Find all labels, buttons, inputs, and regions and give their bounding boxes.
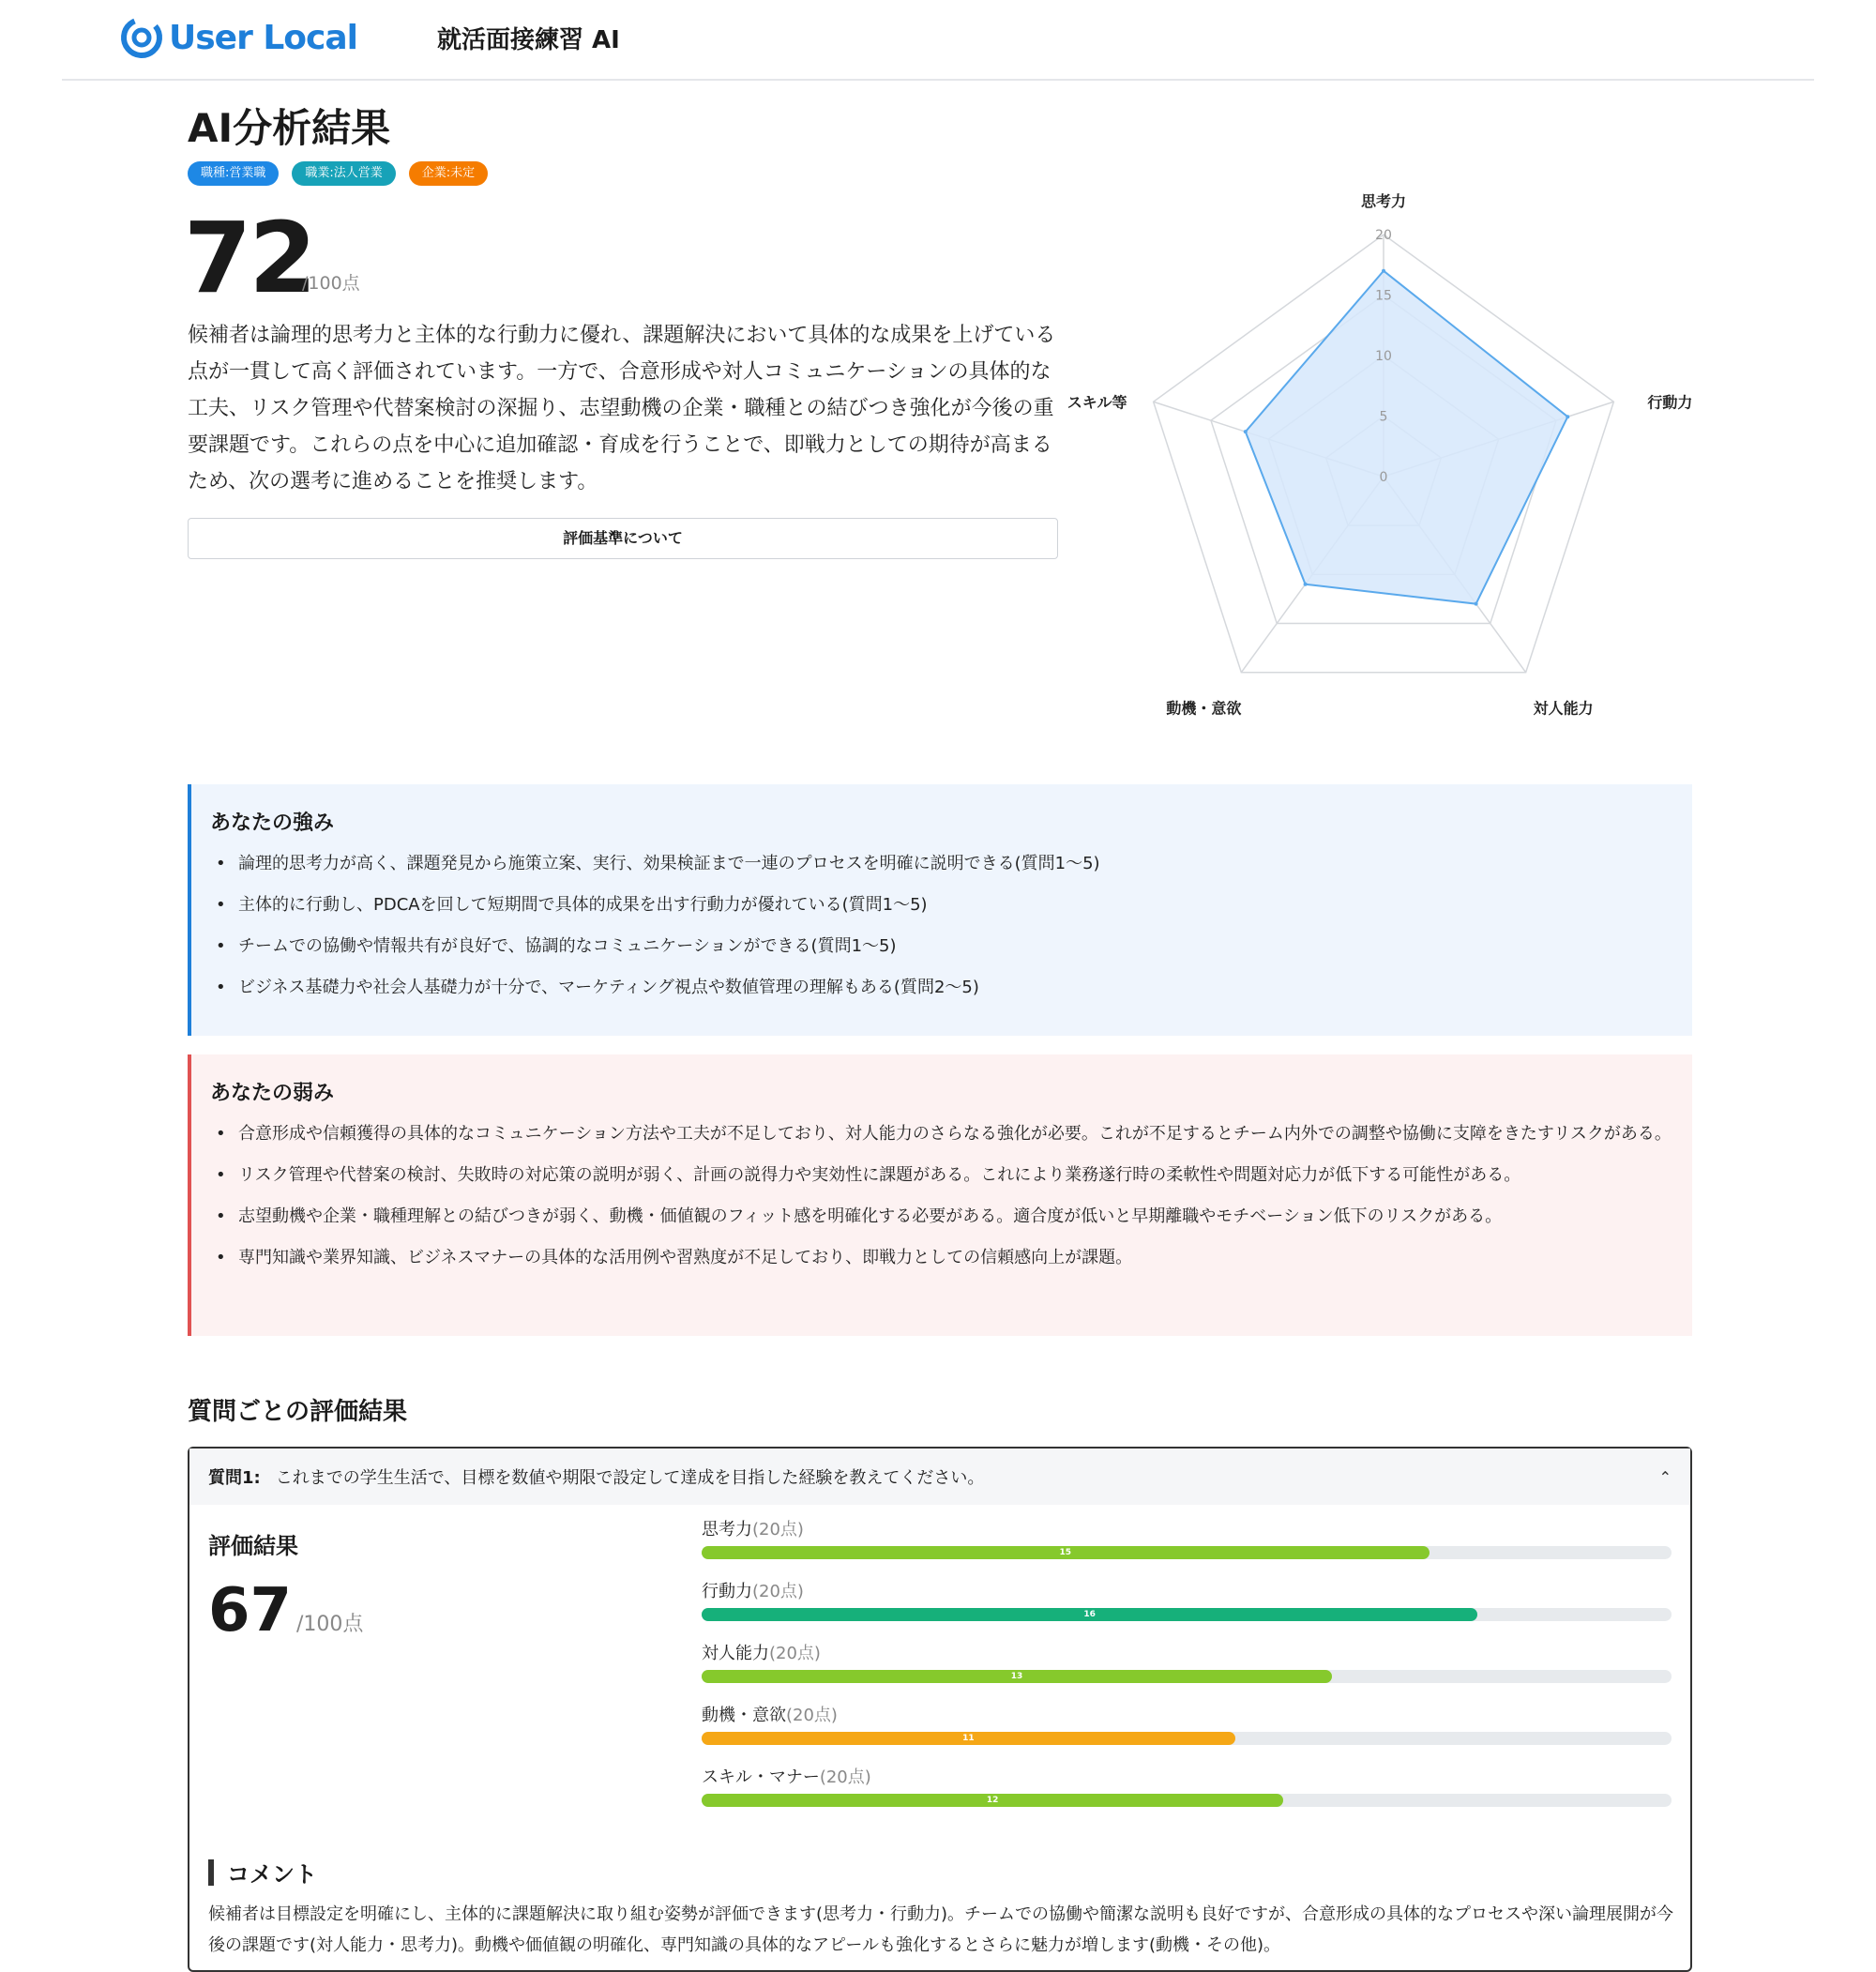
list-item: • 専門知識や業界知識、ビジネスマナーの具体的な活用例や習熟度が不足しており、即戦力としての信頼感向上が課題。 — [210, 1243, 1673, 1272]
weaknesses-panel — [188, 1054, 1692, 1336]
radar-tick-label: 10 — [1375, 349, 1392, 364]
radar-data-point — [1382, 269, 1385, 273]
bar-max: (20点) — [752, 1520, 804, 1540]
radar-axis-label: 対人能力 — [1533, 699, 1594, 718]
question-card — [188, 1447, 1692, 1972]
tag-company: 企業:未定 — [409, 161, 488, 186]
radar-chart — [1060, 169, 1693, 732]
radar-data-point — [1304, 583, 1308, 586]
chevron-up-icon[interactable]: ⌃ — [1658, 1467, 1672, 1486]
tag-job-type: 職種:営業職 — [188, 161, 279, 186]
summary-text: 候補者は論理的思考力と主体的な行動力に優れ、課題解決において具体的な成果を上げている点が一貫して高く評価されています。一方で、合意形成や対人コミュニケーションの具体的な工夫、リスク管理や代替案検討の深掘り、志望動機の企業・職種との結びつき強化が今後の重要課題です。これらの点を中心に追加確認・育成を行うことで、即戦力としての期待が高まるため、次の選考に進めることを推奨します。 — [188, 324, 1056, 493]
comment-title — [208, 1856, 317, 1889]
score-bar-row — [702, 1640, 1672, 1702]
comment-text: 候補者は目標設定を明確にし、主体的に課題解決に取り組む姿勢が評価できます(思考力・行動力)。チームでの協働や簡潔な説明も良好ですが、合意形成の具体的なプロセスや深い論理展開が今後の課題です(対人能力・思考力)。動機や価値観の明確化、専門知識の具体的なアピールも強化するとさらに魅力が増します(動機・その他)。 — [208, 1904, 1674, 1955]
bar-fill: 11 — [702, 1732, 1235, 1745]
question-number: 質問1: — [208, 1468, 261, 1488]
question-header[interactable] — [189, 1449, 1690, 1505]
question-score: 67 — [208, 1576, 293, 1646]
question-text: これまでの学生生活で、目標を数値や期限で設定して達成を目指した経験を教えてください。 — [275, 1468, 985, 1488]
logo-text: User Local — [169, 18, 358, 57]
question-score-suffix: /100点 — [296, 1613, 364, 1636]
page-title: AI分析結果 — [188, 105, 391, 151]
list-item: • 志望動機や企業・職種理解との結びつきが弱く、動機・価値観のフィット感を明確化する必要がある。適合度が低いと早期離職やモチベーション低下のリスクがある。 — [210, 1202, 1673, 1231]
bar-category: 動機・意欲 — [702, 1706, 786, 1725]
score-bar-row — [702, 1578, 1672, 1640]
radar-data-point — [1475, 602, 1478, 606]
radar-tick-label: 15 — [1375, 288, 1392, 304]
bar-track — [702, 1670, 1672, 1683]
list-item: • 合意形成や信頼獲得の具体的なコミュニケーション方法や工夫が不足しており、対人能力のさらなる強化が必要。これが不足するとチーム内外での調整や協働に支障をきたすリスクがある。 — [210, 1119, 1673, 1148]
tag-occupation: 職業:法人営業 — [292, 161, 395, 186]
bar-label — [702, 1640, 1672, 1668]
comment-marker — [208, 1859, 214, 1886]
radar-series-area — [1246, 271, 1568, 604]
bar-category: スキル・マナー — [702, 1767, 820, 1787]
list-item: • チームでの協働や情報共有が良好で、協調的なコミュニケーションができる(質問1〜5) — [210, 932, 1673, 961]
score-bars — [702, 1516, 1672, 1826]
bar-label — [702, 1764, 1672, 1792]
bar-track — [702, 1794, 1672, 1807]
strengths-list — [210, 849, 1673, 1002]
bar-fill: 15 — [702, 1546, 1430, 1559]
list-item: • 論理的思考力が高く、課題発見から施策立案、実行、効果検証まで一連のプロセスを明確に説明できる(質問1〜5) — [210, 849, 1673, 878]
logo-mark-icon — [120, 16, 163, 59]
bar-max: (20点) — [786, 1706, 838, 1725]
radar-tick-label: 0 — [1379, 470, 1388, 485]
bar-fill: 12 — [702, 1794, 1283, 1807]
total-score: 72 — [184, 201, 314, 315]
total-score-suffix: /100点 — [302, 273, 360, 294]
radar-axis-label: 動機・意欲 — [1166, 699, 1242, 718]
strengths-title: あなたの強み — [210, 812, 335, 835]
bar-max: (20点) — [769, 1644, 821, 1663]
bar-max: (20点) — [752, 1582, 804, 1601]
weaknesses-title: あなたの弱み — [210, 1082, 335, 1105]
bar-fill: 13 — [702, 1670, 1332, 1683]
radar-data-point — [1566, 415, 1569, 418]
bar-label — [702, 1578, 1672, 1606]
bar-category: 対人能力 — [702, 1644, 769, 1663]
bar-category: 思考力 — [702, 1520, 752, 1540]
radar-tick-label: 20 — [1375, 228, 1392, 243]
bar-track — [702, 1608, 1672, 1621]
bar-label — [702, 1702, 1672, 1730]
question-results-title: 質問ごとの評価結果 — [188, 1398, 408, 1426]
bar-max: (20点) — [819, 1767, 871, 1787]
radar-data-point — [1244, 430, 1248, 433]
list-item: • 主体的に行動し、PDCAを回して短期間で具体的成果を出す行動力が優れている(質問1〜5) — [210, 890, 1673, 919]
radar-tick-label: 5 — [1379, 409, 1388, 425]
radar-axis-label: スキル等 — [1067, 393, 1127, 412]
criteria-button[interactable]: 評価基準について — [188, 518, 1058, 559]
list-item: • リスク管理や代替案の検討、失敗時の対応策の説明が弱く、計画の説得力や実効性に課題がある。これにより業務遂行時の柔軟性や問題対応力が低下する可能性がある。 — [210, 1160, 1673, 1190]
bar-fill: 16 — [702, 1608, 1477, 1621]
score-bar-row — [702, 1764, 1672, 1826]
strengths-panel — [188, 784, 1692, 1036]
bar-track — [702, 1732, 1672, 1745]
tag-list — [188, 161, 488, 186]
bar-track — [702, 1546, 1672, 1559]
bar-label — [702, 1516, 1672, 1544]
comment-title-text: コメント — [227, 1861, 317, 1888]
score-bar-row — [702, 1516, 1672, 1578]
eval-label: 評価結果 — [208, 1533, 298, 1559]
score-bar-row — [702, 1702, 1672, 1764]
user-local-logo[interactable] — [120, 15, 357, 60]
app-name: 就活面接練習 AI — [437, 26, 620, 54]
list-item: • ビジネス基礎力や社会人基礎力が十分で、マーケティング視点や数値管理の理解もある(質問2〜5) — [210, 973, 1673, 1002]
bar-category: 行動力 — [702, 1582, 752, 1601]
weaknesses-list — [210, 1119, 1673, 1272]
radar-axis-label: 思考力 — [1360, 192, 1407, 210]
radar-axis-label: 行動力 — [1647, 393, 1693, 412]
